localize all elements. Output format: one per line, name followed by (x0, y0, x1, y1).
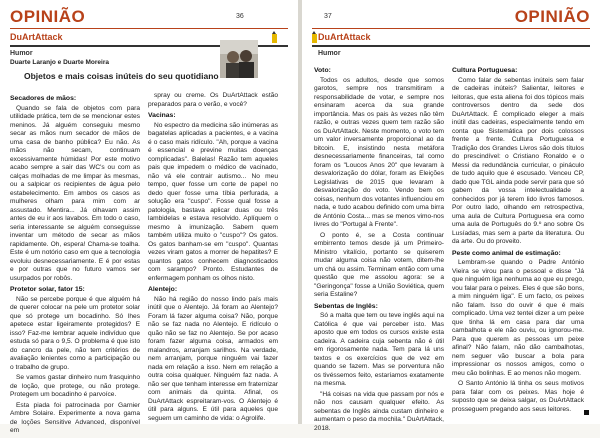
left-page (0, 0, 298, 434)
page-number: 37 (324, 13, 332, 20)
paragraph: spray ou creme. Os DuArtAttack estão preparados para o verão, e você? (148, 92, 278, 108)
paragraph: Não há região do nosso lindo país mais inútil que o Alentejo. Já foram ao Alentejo? Foram lá fazer alguma coisa? Não, porque não se faz nada no Alentejo. E ridículo o quão não se faz no Alentejo. Se por acaso foram fazer alguma coisa, armados em malandros, arranjam sarilhos. Na verdade, nem arranjam, porque ninguém vai fazer nada em relação a isso. Nem em relação a outra coisa qualquer. Ninguém faz nada. A não ser que tenham interesse em fraternizar com animais da quinta. Afinal, os DuArtAttack espreitaram-vos. O Alentejo é útil para alguns. E útil para aqueles que seguem um caminho de vida: o Agrolife. (148, 295, 278, 422)
header-rule (312, 28, 590, 29)
authors-photo-image (220, 40, 258, 78)
paragraph: Não se percebe porque é que alguém há de querer colocar na pele um protetor solar que só protege um bocadinho. Só lhes apetece estar ligeiramente protegidos? E isso? Faz-me lembrar aquele indivíduo que estuda só para o 9,5. O problema é que isto do cancro da pele, não tem critérios de avaliação lenientes como a participação ou o trabalho de grupo. (10, 295, 140, 371)
paragraph: O ponto é, se a Costa continuar embirrento temos desde já um Primeiro-Ministro vitalício, portanto se quiserem mudar alguma coisa não votem, ditem-lhe um chá ou assim. Terminam então com uma questão que me assolou agora: se a "Geringonça" fosse a União Soviética, quem seria Estaline? (314, 231, 444, 298)
subhead-protetor: Protetor solar, fator 15: (10, 286, 85, 293)
paragraph: Quando se fala de objetos com para utilidade prática, tem de se mencionar estes meninos. Já alguém conseguiu mesmo secar as mãos num secador de mãos de uma casa de banho pública? Eu não. As mãos não secam, continuam excessivamente húmidas! Por este motivo acabo sempre a sair das WC's ou com as calças molhadas de me limpar às mesmas, ou a salpicar os recipientes de água pelo estabelecimento. Em ambos os casos as mulheres olham para mim com ar assustado. Mentira... Já olhavam assim antes de eu ir aos lavabos. Em todo o caso, seria interessante se alguém conseguisse inventar um método de secar as mãos rapidamente. Oh, espera! Chama-se toalha. Este é um notório caso em que a tecnologia evoluiu desnecessariamente. E é por estas e por outras que no futuro vamos ser usurpados por robôs. (10, 104, 140, 282)
left-column-2 (148, 92, 278, 425)
subhead-secadores: Secadores de mãos: (10, 95, 77, 102)
brand-underline (312, 45, 590, 47)
brand-label: DuArtAttack (318, 32, 371, 42)
paragraph: "Há coisas na vida que passam por nós e não nos causam qualquer efeito. As sebentas de Inglês ainda custam dinheiro e aumentam o peso da mochila." DuArtAttack, 2018. (314, 390, 444, 432)
left-column-1 (10, 92, 140, 438)
end-of-article-mark (584, 410, 589, 415)
section-kicker: OPINIÃO (10, 7, 86, 26)
paragraph: Como falar de sebentas inúteis sem falar de cadeiras inúteis? Salientar, leitores e leitoras, que esta aliena foi dos tópicos mais controversos dentro da sede dos DuArtAttack. É complicado eleger a mais inútil das cadeiras, especialmente tendo em conta que Sistemática por dois colossos frente a frente. Cultura Portuguesa e Tradição dos Grandes Livros são dois títulos do prescindível: o Cristiano Ronaldo e o Messi da redundância curricular, o pináculo de tudo aquilo que é escusado. Venceu CP, dado que TGL ainda pode servir para que só gabem da vossa intelectualidade a conhecidos por já terem lido livros famosos. Por outro lado, olhando em retrospectiva, uma aula de Cultura Portuguesa era como uma aula de Português do 9.º ano sobre Os Lusíadas, mas sem a parte da literatura. Ou da arte. Ou do proveito. (452, 76, 584, 245)
page-number: 36 (236, 13, 244, 20)
paragraph: Só a malta que tem ou teve inglês aqui na Católica é que vai perceber isto. Mas aposto que em todos os cursos existe esta cadeira. A cadeira cuja sebenta não é útil em rigorosamente nada. Tem para lá uns textos e os exercícios que de vez em quando se fazem. Mas se porventura não os tivéssemos feito, estaríamos exatamente na mesma. (314, 312, 444, 387)
article-authors: Duarte Laranjo e Duarte Moreira (10, 59, 109, 66)
subhead-alentejo: Alentejo: (148, 286, 178, 293)
brand-label: DuArtAttack (10, 32, 63, 42)
paragraph: Todos os adultos, desde que somos garotos, sempre nos transmitiram a responsabilidade de votar, e sempre nos ensinaram acerca da sua grande importância. Mas os pais às vezes não têm razão, e outras vezes quem tem razão são os DuArtAttack. Neste momento, o voto tem um valor inversamente proporcional ao da bitcoin. E, insistindo nesta metáfora desnecessariamente financeiras, tal como foram os "Loucos Anos 20" que levaram à desvalorização do dólar, foram as Eleições Legislativas de 2015 que levaram à desvalorização do voto. Vendo bem os coisas, nenhum dos votantes influenciou em nada, e tudo acabou definido com uma birra de António Costa... mas se menos vimo-nos livres do "Portugal à Frente". (314, 76, 444, 228)
subhead-cultura: Cultura Portuguesa: (452, 67, 518, 74)
header-rule (10, 28, 288, 29)
paragraph: Se vamos gastar dinheiro num frasquinho de loção, que protege, ou não protege. Protegem um bocadinho é parvoíce. (10, 374, 140, 398)
subhead-sebentas: Sebentas de Inglês: (314, 302, 378, 310)
subhead-voto: Voto: (314, 67, 331, 74)
paragraph: No espectro da medicina são inúmeras as bagatelas aplicadas a pacientes, e a vacina é o caso mais ridículo. "Ah, porque a vacina é essencial e previne muitas doenças complicadas". Balelas! Razão tem aqueles pais que impedem o médico de vacinado, não vá ele contrair autismo... No meu tempo, quer fosse um corte de papel no dedo quer fosse uma tíbia perfurada, a solução era "cuspo". Fosse qual fosse a patologia, bastava aplicar duas ou três lambidelas e estava resolvido. Aplíquem o mesmo à imunização. Sabem quem também utiliza muito o "cuspo"? Os gatos. Os gatos banham-se em "cuspo". Quantas vezes viram gatos a morrer de hepatites? E quantos gatos conhecem diagnosticados com sarampo? Pronto. Estudantes de enfermagem ponham os olhos nisto. (148, 121, 278, 282)
subhead-vacinas: Vacinas: (148, 112, 176, 119)
right-column-1 (314, 64, 444, 435)
right-column-2 (452, 64, 584, 416)
paragraph: Lembram-se quando o Padre António Vieira se virou para o pessoal e disse "Já que ninguém liga nenhuma ao que eu prego, vou falar para o peixes. Eles é que são bons, a mim ninguém liga". E um facto, os peixes não falam. Isso do ouvir é que é mais complicado. Uma vez tentei dizer a um peixe que tinha lá em casa para dar uma cambalhota e ele não ouviu, ou ignorou-me. Para que querem as pessoas um peixe afinal? Não falam, não dão cambalhotas, nem seguer vão buscar a bola para impressionar os nossos amigos, como o meu cão bolinhas. E ao menos não mogem. (452, 259, 584, 377)
pencil-icon (272, 31, 277, 43)
authors-photo (220, 40, 258, 78)
paragraph: O Santo António lá tinha os seus motivos para falar com os peixes. Mas hoje é suposto que se deixa salgar, os DuArtAttack prosseguem pregando aos seus leitores. (452, 380, 584, 413)
right-page (302, 0, 600, 432)
section-kicker: OPINIÃO (514, 7, 590, 26)
section-label: Humor (318, 50, 341, 57)
pencil-icon (312, 31, 317, 43)
section-label: Humor (10, 50, 33, 57)
article-headline: Objetos e mais coisas inúteis do seu quotidiano (24, 71, 219, 81)
paragraph: Esta piada foi patrocinada por Garnier Ambre Solaire. Experimente a nova gama de loções Sensitive Advanced, disponível em (10, 401, 140, 434)
subhead-peixe: Peste como animal de estimação: (452, 249, 561, 257)
